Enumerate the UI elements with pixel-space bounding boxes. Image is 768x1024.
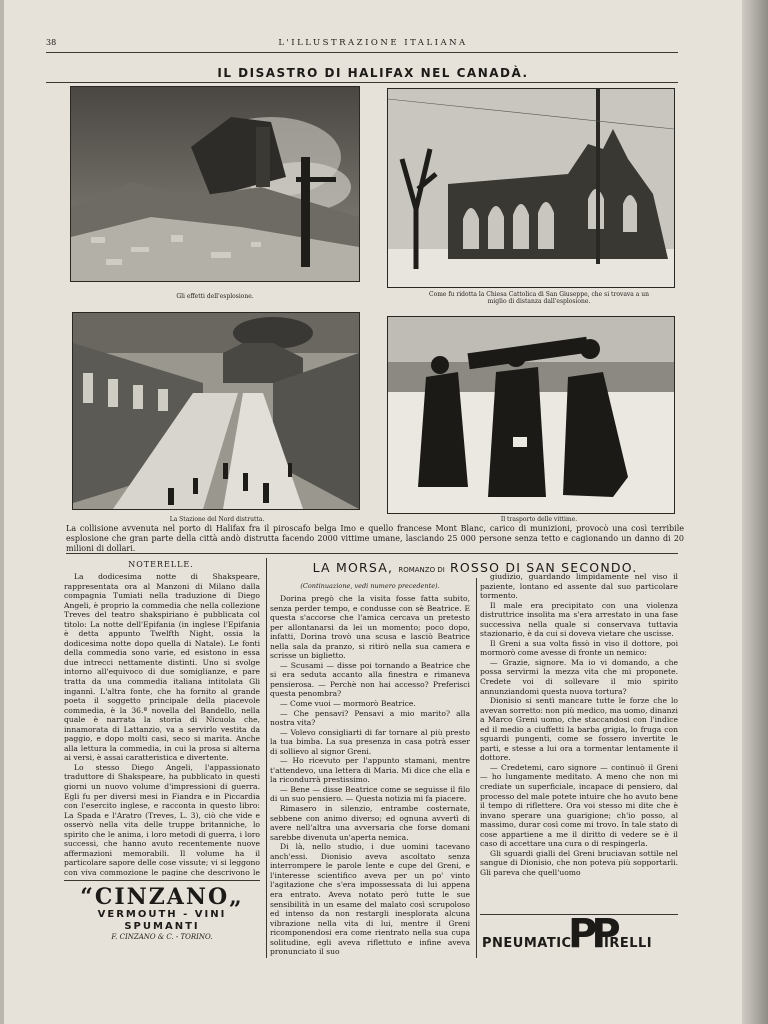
novel-paragraph: — Bene — disse Beatrice come se seguisse il filo di un suo pensiero. — Questa notizia mi fa piacere. bbox=[270, 784, 470, 804]
notes-column bbox=[64, 572, 260, 876]
cinzano-brand: “CINZANO„ bbox=[80, 884, 244, 910]
notes-paragraph: La dodicesima notte di Shakspeare, rappresentata ora al Manzoni di Milano dalla compagnia Tumiati nella traduzione di Diego Angeli, è proprio la commedia che nella collezione Treves del teatro shakspiriano è pubblicata col titolo: La notte dell'Epifania (in inglese l'Epifania è detta appunto Twelfth Night, ossia la dodicesima notte dopo quella di Natale). Le fonti della commedia sono varie, ed esistono in essa due intrecci nettamente distinti. Uno si svolge intorno all'equivoco di due somiglianze, e pare tratta da una commedia italiana intitolata Gli ingannì. L'altra fonte, che ha fornito al grande poeta il soggetto principale della piacevole commedia, è la 36.ª novella del Bandello, nella quale è narrata la storia di Nicuola che, innamorata di Lattanzio, va a servirlo vestita da paggio, e dopo molti casi, seco si marita. Anche alla lettura la commedia, in cui la prosa si alterna ai versi, è assai caratteristica e divertente. bbox=[64, 572, 260, 763]
page-edge bbox=[742, 0, 768, 1024]
novel-paragraph: Di là, nello studio, i due uomini tacevano anch'essi. Dionisio aveva ascoltato senza interrompere le parole lente e cupe del Greni, e l'interesse scientifico aveva per un po' vinto l'agitazione che s'era impossessata di lui appena era entrato. Aveva notato però tutte le sue sensibilità in un esame del malato così scrupoloso ed intenso da non restargli inesplorata alcuna vibrazione nella vita di lui, mentre il Greni ricomponendosi era come rientrato nella sua cupa solitudine, egli aveva riflettuto e infine aveva pronunciato il suo bbox=[270, 842, 470, 957]
pirelli-prefix: PNEUMATICI bbox=[482, 936, 577, 951]
novel-column-1 bbox=[270, 594, 470, 960]
magazine-page bbox=[4, 0, 742, 1024]
novel-genre: ROMANZO DI bbox=[398, 566, 445, 574]
novel-paragraph: giudizio, guardando limpidamente nel viso il paziente, lontano ed assente dal suo particolare tormento. bbox=[480, 572, 678, 601]
novel-paragraph: — Grazie, signore. Ma io vi domando, a che possa servirmi la mezza vita che mi proponete. Credete voi di sollevare il mio spirito annunziandomi questa nuova tortura? bbox=[480, 657, 678, 696]
novel-paragraph: — Che pensavi? Pensavi a mio marito? alla nostra vita? bbox=[270, 708, 470, 728]
novel-column-2 bbox=[480, 572, 678, 912]
novel-paragraph: Dionisio si sentì mancare tutte le forze che lo avevan sorretto: non più medico, ma uomo, dinanzi a Marco Greni uomo, che staccandosi con l'indice ed il medio a ciuffetti la barba grigia, lo fruga con sguardi pungenti, come se fossero invertite le parti, e stesse a lui ora a tormentar lentamente il dottore. bbox=[480, 696, 678, 763]
photo-north-station bbox=[72, 312, 360, 510]
caption-north-station: La Stazione del Nord distrutta. bbox=[169, 516, 265, 523]
column-divider bbox=[476, 578, 477, 958]
title-rule bbox=[46, 82, 678, 83]
notes-paragraph: Lo stesso Diego Angeli, l'appassionato traduttore di Shakspeare, ha pubblicato in questi giorni un nuovo volume d'impressioni di guerra. Egli fu per diversi mesi in Fiandra e in Piccardia con l'esercito inglese, e racconta in questo libro: La Spada e l'Aratro (Treves, L. 3), ciò che vide e osservò nella vita delle truppe britanniche, lo spirito che le anima, i loro metodi di guerra, i loro successi, che hanno avuto recentemente nuove affermazioni memorabili. Il volume ha il particolare sapore delle cose vissute; vi si leggono con viva commozione le pagine che descrivono le bbox=[64, 762, 260, 876]
novel-paragraph: — Ho ricevuto per l'appunto stamani, mentre t'attendevo, una lettera di Maria. Mi dice che ella e la ricondurrà prestissimo. bbox=[270, 756, 470, 785]
caption-explosion-effects: Gli effetti dell'esplosione. bbox=[176, 293, 254, 300]
cinzano-maker: F. CINZANO & C. - TORINO. bbox=[111, 933, 213, 941]
magazine-header: L'ILLUSTRAZIONE ITALIANA bbox=[278, 38, 468, 48]
novel-paragraph: — Volevo consigliarti di far tornare al più presto la tua bimba. La sua presenza in casa potrà esser di sollievo al signor Greni. bbox=[270, 727, 470, 756]
notes-heading: NOTERELLE. bbox=[128, 560, 194, 569]
novel-paragraph: — Credetemi, caro signore — continuò il Greni — ho lungamente meditato. A meno che non mi crediate un superficiale, incapace di pensiero, dal processo del male potete intuire che ho avuto bene il tempo di riflettere. Ora voi stesso mi dite che è invano sperare una guarigione; ch'io posso, al massimo, durar così come mi trovo. In tale stato di cose appartiene a me il diritto di vedere se è il caso di accettare una cura o di respingerla. bbox=[480, 762, 678, 849]
novel-paragraph: Gli sguardi gialli del Greni bruciavan sottile nel sangue di Dionisio, che non poteva più sopportarli. Gli pareva che quell'uomo bbox=[480, 848, 678, 877]
pirelli-name: IRELLI bbox=[604, 936, 653, 951]
novel-paragraph: — Scusami — disse poi tornando a Beatrice che si era seduta accanto alla finestra e rimaneva pensierosa. — Perchè non hai accesso? Preferisci questa penombra? bbox=[270, 660, 470, 699]
photo-ruined-church bbox=[387, 88, 675, 288]
novel-paragraph: Il male era precipitato con una violenza distruttrice insolita ma s'era arrestato in una fase successiva nella quale si conservava tuttavia stazionario, è da cui si doveva vietare che uscisse. bbox=[480, 600, 678, 639]
header-rule bbox=[46, 52, 678, 53]
caption-ruined-church: Come fu ridotta la Chiesa Cattolica di San Giuseppe, che si trovava a un miglio di distanza dall'esplosione. bbox=[429, 291, 649, 305]
cinzano-advert bbox=[62, 885, 262, 942]
photo-explosion-effects bbox=[70, 86, 360, 282]
ad-rule bbox=[64, 880, 260, 881]
disaster-summary: La collisione avvenuta nel porto di Halifax fra il piroscafo belga Imo e quello francese Mont Blanc, carico di munizioni, provocò una così terribile esplosione che gran parte della città andò distrutta facendo 2000 vittime umane, lasciando 25 000 persone senza tetto e cagionando un danno di 20 milioni di dollari. bbox=[66, 524, 684, 553]
novel-paragraph: — Come vuoi — mormorò Beatrice. bbox=[280, 699, 416, 709]
pirelli-logo: PP bbox=[568, 911, 615, 957]
page-number: 38 bbox=[46, 38, 57, 47]
novel-subtitle: (Continuazione, vedi numero precedente). bbox=[300, 582, 440, 590]
column-divider bbox=[266, 558, 267, 958]
novel-paragraph: Rimasero in silenzio, entrambe costernate, sebbene con animo diverso; ed ognuna avvertì di avere nell'altra una avversaria che forse domani sarebbe divenuta un'aperta nemica. bbox=[270, 804, 470, 842]
caption-victims-transport: Il trasporto delle vittime. bbox=[500, 516, 578, 523]
cinzano-products: VERMOUTH - VINI SPUMANTI bbox=[97, 909, 227, 932]
novel-paragraph: Dorina pregò che la visita fosse fatta subito, senza perder tempo, e condusse con sè Beatrice. E questa s'accorse che l'amica cercava un pretesto per allontanarsi da lei un momento; poco dopo, infatti, Dorina trovò una scusa e lasciò Beatrice nella sala da pranzo, si ritirò nella sua camera e scrisse un biglietto. bbox=[270, 594, 470, 661]
page-title: IL DISASTRO DI HALIFAX NEL CANADÀ. bbox=[217, 66, 529, 80]
novel-author: ROSSO DI SAN SECONDO. bbox=[449, 560, 638, 575]
summary-rule bbox=[66, 553, 678, 554]
photo-victims-transport bbox=[387, 316, 675, 514]
novel-paragraph: Il Greni a sua volta fissò in viso il dottore, poi mormorò come avesse di fronte un nemico: bbox=[480, 638, 678, 658]
pirelli-advert bbox=[482, 911, 678, 962]
novel-title-part: LA MORSA, bbox=[312, 560, 394, 575]
